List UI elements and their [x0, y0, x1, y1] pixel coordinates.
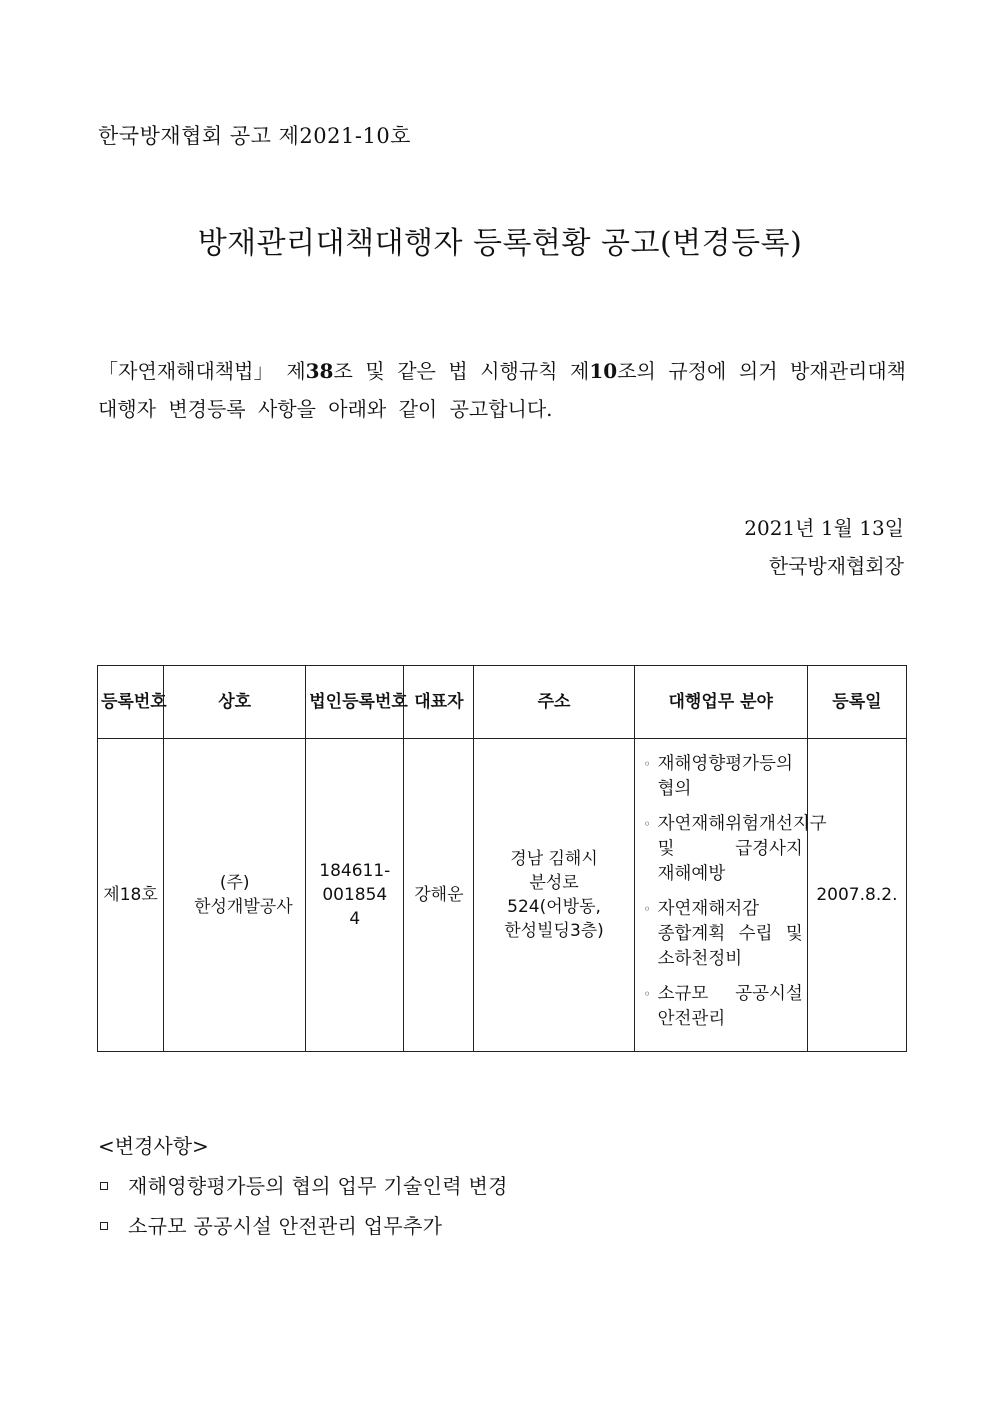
intro-paragraph [98, 352, 906, 428]
signer: 한국방재협회장 [768, 554, 904, 578]
bullet-icon: ◦ [643, 817, 651, 831]
intro-text-part2: 조 및 같은 법 시행규칙 제 [333, 359, 590, 383]
field-item-text: 자연재해위험개선지구 및 급경사지 재해예방 [657, 814, 827, 884]
field-item-text: 소규모 공공시설 안전관리 [657, 984, 803, 1029]
cell-representative: 강해운 [404, 739, 474, 1052]
square-bullet-icon [100, 1222, 108, 1230]
cell-fields [634, 739, 827, 1052]
bullet-icon: ◦ [643, 902, 651, 916]
intro-article-number: 38 [305, 359, 334, 383]
field-item [642, 812, 827, 887]
field-item-text: 재해영향평가등의 협의 [657, 754, 793, 799]
registration-table [97, 665, 907, 1052]
header-reg-date: 등록일 [807, 666, 906, 739]
change-item-text: 재해영향평가등의 협의 업무 기술인력 변경 [128, 1174, 508, 1198]
field-item [642, 982, 803, 1032]
header-company: 상호 [164, 666, 306, 739]
change-item [100, 1210, 442, 1239]
notice-date: 2021년 1월 13일 [744, 516, 904, 540]
header-address: 주소 [474, 666, 634, 739]
header-field: 대행업무 분야 [634, 666, 807, 739]
cell-reg-no: 제18호 [98, 739, 164, 1052]
change-item [100, 1170, 508, 1199]
notice-number: 한국방재협회 공고 제2021-10호 [98, 124, 411, 148]
table-row [98, 739, 907, 1052]
changes-heading: <변경사항> [98, 1134, 209, 1158]
cell-reg-date: 2007.8.2. [807, 739, 906, 1052]
square-bullet-icon [100, 1182, 108, 1190]
bullet-icon: ◦ [643, 987, 651, 1001]
field-list [640, 752, 827, 1032]
change-item-text: 소규모 공공시설 안전관리 업무추가 [128, 1214, 443, 1238]
header-representative: 대표자 [404, 666, 474, 739]
header-corp-no: 법인등록번호 [306, 666, 404, 739]
document-title: 방재관리대책대행자 등록현황 공고(변경등록) [197, 226, 803, 261]
table-header-row [98, 666, 907, 739]
field-item [642, 752, 803, 802]
field-item [642, 897, 803, 972]
field-item-text: 자연재해저감 종합계획 수립 및 소하천정비 [657, 899, 803, 969]
intro-rule-number: 10 [589, 359, 618, 383]
cell-address: 경남 김해시 분성로 524(어방동, 한성빌딩3층) [474, 739, 634, 1052]
intro-text-part1: 「자연재해대책법」 제 [98, 359, 306, 383]
bullet-icon: ◦ [643, 757, 651, 771]
cell-corp-no: 184611-0018544 [306, 739, 404, 1052]
cell-company: (주)한성개발공사 [164, 739, 306, 1052]
intro-text-part3: 조의 규정에 의거 방재관리대책대행자 변경등록 사항을 아래와 같이 공고합니다. [98, 359, 906, 421]
header-reg-no: 등록번호 [98, 666, 164, 739]
